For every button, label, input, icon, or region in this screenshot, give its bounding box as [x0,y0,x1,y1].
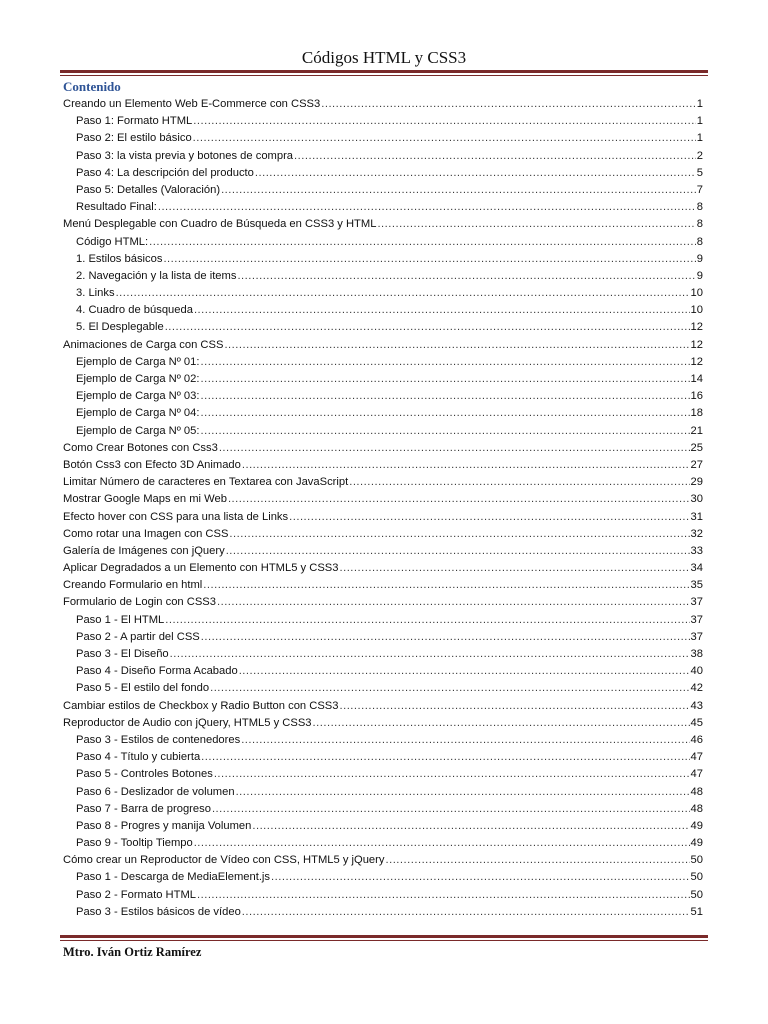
toc-subentry[interactable] [63,663,703,680]
toc-dot-leader [214,766,690,783]
toc-subentry[interactable] [63,285,703,302]
toc-entry[interactable] [63,216,703,233]
toc-entry[interactable] [63,560,703,577]
toc-subentry[interactable] [63,749,703,766]
toc-entry[interactable] [63,474,703,491]
toc-dot-leader [170,646,690,663]
toc-dot-leader [201,749,689,766]
toc-entry[interactable] [63,577,703,594]
toc-entry-title[interactable]: Paso 4 - Título y cubierta [76,751,201,764]
header-divider-thick [60,70,708,73]
toc-subentry[interactable] [63,130,703,147]
toc-page-number[interactable]: 46 [690,733,703,746]
toc-dot-leader [203,577,689,594]
toc-dot-leader [200,388,689,405]
toc-subentry[interactable] [63,234,703,251]
toc-dot-leader [197,887,690,904]
toc-dot-leader [217,594,690,611]
toc-dot-leader [200,423,689,440]
toc-entry-title[interactable]: Ejemplo de Carga Nº 04: [76,407,200,420]
toc-dot-leader [226,543,690,560]
toc-dot-leader [385,852,689,869]
toc-page-number[interactable]: 33 [690,544,703,557]
toc-dot-leader [200,371,689,388]
footer-divider-thick [60,935,708,938]
toc-entry-title[interactable]: Animaciones de Carga con CSS [63,338,224,351]
toc-page-number[interactable]: 37 [690,596,703,609]
toc-page-number[interactable]: 12 [690,355,703,368]
toc-entry-title[interactable]: Ejemplo de Carga Nº 02: [76,373,200,385]
toc-dot-leader [219,440,690,457]
toc-dot-leader [163,251,695,268]
toc-dot-leader [149,234,696,251]
toc-page-number[interactable]: 45 [690,716,703,729]
toc-page-number[interactable]: 51 [690,905,703,918]
toc-entry-title[interactable]: Paso 7 - Barra de progreso [76,802,211,815]
toc-entry[interactable] [63,491,703,508]
toc-subentry[interactable] [63,801,703,818]
toc-page-number[interactable]: 31 [690,510,703,523]
toc-dot-leader [289,509,689,526]
toc-entry-title[interactable]: Cambiar estilos de Checkbox y Radio Button con CSS3 [63,699,339,712]
toc-page-number[interactable]: 14 [690,373,703,385]
toc-dot-leader [294,148,696,165]
table-of-contents [63,96,703,921]
toc-entry-title[interactable]: Resultado Final: [76,201,157,214]
toc-page-number[interactable]: 37 [690,613,703,626]
toc-dot-leader [339,560,689,577]
toc-dot-leader [165,612,689,629]
footer-author: Mtro. Iván Ortiz Ramírez [63,945,202,959]
toc-subentry[interactable] [63,732,703,749]
toc-subentry[interactable] [63,319,703,336]
toc-entry-title[interactable]: 1. Estilos básicos [76,252,163,265]
toc-page-number[interactable]: 38 [690,648,703,660]
toc-entry-title[interactable]: Paso 5 - Controles Botones [76,768,213,781]
footer-divider-thin [60,940,708,941]
toc-entry-title[interactable]: Botón Css3 con Efecto 3D Animado [63,458,241,471]
toc-dot-leader [210,680,689,697]
toc-entry-title[interactable]: Paso 2: El estilo básico [76,132,192,145]
toc-page-number[interactable]: 47 [690,751,703,764]
toc-entry-title[interactable]: Formulario de Login con CSS3 [63,596,216,609]
toc-page-number[interactable]: 27 [690,458,703,471]
toc-dot-leader [229,526,689,543]
toc-page-number[interactable]: 5 [696,166,703,179]
toc-entry-title[interactable]: Paso 3 - Estilos básicos de vídeo [76,905,241,918]
toc-subentry[interactable] [63,904,703,921]
toc-entry[interactable] [63,440,703,457]
toc-subentry[interactable] [63,818,703,835]
toc-entry[interactable] [63,457,703,474]
toc-page-number[interactable]: 49 [690,819,703,832]
toc-dot-leader [201,629,690,646]
toc-subentry[interactable] [63,251,703,268]
toc-subentry[interactable] [63,612,703,629]
toc-entry-title[interactable]: Paso 3 - Estilos de contenedores [76,733,241,746]
toc-subentry[interactable] [63,113,703,130]
toc-dot-leader [200,354,689,371]
toc-dot-leader [339,698,689,715]
header-divider-thin [60,75,708,76]
toc-entry-title[interactable]: 3. Links [76,287,115,300]
toc-entry[interactable] [63,698,703,715]
toc-dot-leader [165,319,690,336]
toc-subentry[interactable] [63,423,703,440]
toc-subentry[interactable] [63,371,703,388]
toc-page-number[interactable]: 50 [690,854,703,867]
footer-divider [60,935,708,942]
toc-entry-title[interactable]: Ejemplo de Carga Nº 05: [76,424,200,437]
toc-dot-leader [252,818,689,835]
toc-entry-title[interactable]: Paso 4: La descripción del producto [76,166,254,179]
toc-entry-title[interactable]: Galería de Imágenes con jQuery [63,544,225,557]
toc-page-number[interactable]: 21 [690,424,703,437]
toc-entry-title[interactable]: Paso 3 - El Diseño [76,648,169,660]
toc-page-number[interactable]: 37 [690,630,703,643]
toc-page-number[interactable]: 8 [696,235,703,248]
toc-page-number[interactable]: 48 [690,802,703,815]
toc-page-number[interactable]: 9 [696,269,703,282]
toc-entry-title[interactable]: Mostrar Google Maps en mi Web [63,493,227,506]
toc-subentry[interactable] [63,887,703,904]
header-divider [60,70,708,77]
toc-entry-title[interactable]: Paso 5: Detalles (Valoración) [76,183,221,196]
toc-page-number[interactable]: 8 [696,201,703,214]
toc-entry[interactable] [63,96,703,113]
toc-page-number[interactable]: 49 [690,837,703,850]
toc-entry-title[interactable]: Ejemplo de Carga Nº 01: [76,355,200,368]
toc-page-number[interactable]: 32 [690,527,703,540]
toc-page-number[interactable]: 30 [690,493,703,506]
toc-dot-leader [116,285,690,302]
toc-page-number[interactable]: 35 [690,579,703,592]
toc-page-number[interactable]: 47 [690,768,703,781]
toc-entry-title[interactable]: Efecto hover con CSS para una lista de Links [63,510,289,523]
toc-page-number[interactable]: 16 [690,390,703,403]
toc-dot-leader [236,784,690,801]
toc-page-number[interactable]: 29 [690,476,703,489]
toc-subentry[interactable] [63,199,703,216]
toc-entry-title[interactable]: Cómo crear un Reproductor de Vídeo con CSS, HTML5 y jQuery [63,854,385,867]
toc-subentry[interactable] [63,784,703,801]
toc-dot-leader [228,491,690,508]
toc-page-number[interactable]: 10 [690,304,703,317]
toc-entry-title[interactable]: Aplicar Degradados a un Elemento con HTML5 y CSS3 [63,562,339,575]
toc-dot-leader [377,216,695,233]
toc-page-number[interactable]: 43 [690,699,703,712]
toc-entry-title[interactable]: Reproductor de Audio con jQuery, HTML5 y CSS3 [63,716,312,729]
toc-page-number[interactable]: 12 [690,338,703,351]
toc-entry-title[interactable]: Paso 1 - Descarga de MediaElement.js [76,871,271,884]
toc-dot-leader [194,302,690,319]
toc-entry[interactable] [63,852,703,869]
toc-entry-title[interactable]: Paso 8 - Progres y manija Volumen [76,819,252,832]
toc-page-number[interactable]: 25 [690,441,703,454]
toc-dot-leader [255,165,696,182]
toc-dot-leader [239,663,690,680]
toc-subentry[interactable] [63,629,703,646]
toc-subentry[interactable] [63,646,703,663]
toc-entry-title[interactable]: Creando un Elemento Web E-Commerce con CSS3 [63,98,321,110]
page-title: Códigos HTML y CSS3 [301,48,467,67]
toc-page-number[interactable]: 50 [690,871,703,884]
toc-page-number[interactable]: 10 [690,287,703,300]
toc-page-number[interactable]: 18 [690,407,703,420]
toc-entry-title[interactable]: Paso 1 - El HTML [76,613,165,626]
toc-dot-leader [237,268,695,285]
toc-subentry[interactable] [63,766,703,783]
toc-entry-title[interactable]: Ejemplo de Carga Nº 03: [76,390,200,403]
toc-entry-title[interactable]: Paso 2 - A partir del CSS [76,630,200,643]
toc-entry-title[interactable]: Paso 3: la vista previa y botones de compra [76,149,294,162]
toc-entry-title[interactable]: Creando Formulario en html [63,579,203,592]
toc-subentry[interactable] [63,835,703,852]
toc-entry-title[interactable]: Paso 2 - Formato HTML [76,888,196,901]
toc-heading: Contenido [63,79,121,94]
toc-dot-leader [313,715,690,732]
toc-entry-title[interactable]: Como rotar una Imagen con CSS [63,527,229,540]
toc-page-number[interactable]: 8 [696,218,703,231]
toc-dot-leader [321,96,696,113]
toc-subentry[interactable] [63,680,703,697]
toc-dot-leader [200,405,689,422]
toc-subentry[interactable] [63,405,703,422]
toc-entry-title[interactable]: Paso 1: Formato HTML [76,115,193,128]
toc-subentry[interactable] [63,182,703,199]
toc-entry-title[interactable]: 4. Cuadro de búsqueda [76,304,193,317]
toc-page-number[interactable]: 1 [696,98,703,110]
toc-subentry[interactable] [63,148,703,165]
toc-dot-leader [241,732,689,749]
toc-entry-title[interactable]: Paso 6 - Deslizador de volumen [76,785,235,798]
toc-page-number[interactable]: 12 [690,321,703,334]
toc-entry[interactable] [63,509,703,526]
toc-subentry[interactable] [63,388,703,405]
toc-subentry[interactable] [63,354,703,371]
toc-page-number[interactable]: 50 [690,888,703,901]
toc-subentry[interactable] [63,302,703,319]
toc-dot-leader [224,337,689,354]
toc-entry-title[interactable]: Paso 4 - Diseño Forma Acabado [76,665,238,678]
toc-dot-leader [242,457,690,474]
toc-page-number[interactable]: 48 [690,785,703,798]
toc-entry-title[interactable]: Como Crear Botones con Css3 [63,441,218,454]
toc-subentry[interactable] [63,165,703,182]
toc-page-number[interactable]: 42 [690,682,703,695]
toc-entry-title[interactable]: 5. El Desplegable [76,321,164,334]
toc-entry-title[interactable]: Paso 5 - El estilo del fondo [76,682,210,695]
toc-dot-leader [221,182,696,199]
toc-page-number[interactable]: 34 [690,562,703,575]
toc-entry[interactable] [63,543,703,560]
toc-entry-title[interactable]: 2. Navegación y la lista de items [76,269,237,282]
toc-page-number[interactable]: 1 [696,132,703,145]
toc-entry[interactable] [63,526,703,543]
toc-page-number[interactable]: 2 [696,149,703,162]
toc-entry[interactable] [63,715,703,732]
toc-page-number[interactable]: 9 [696,252,703,265]
toc-dot-leader [158,199,696,216]
toc-dot-leader [349,474,689,491]
toc-page-number[interactable]: 7 [696,183,703,196]
toc-dot-leader [212,801,690,818]
toc-entry-title[interactable]: Limitar Número de caracteres en Textarea con JavaScript [63,476,349,489]
toc-entry-title[interactable]: Menú Desplegable con Cuadro de Búsqueda en CSS3 y HTML [63,218,377,231]
toc-dot-leader [242,904,690,921]
toc-dot-leader [193,130,696,147]
toc-dot-leader [193,113,696,130]
toc-page-number[interactable]: 40 [690,665,703,678]
toc-entry[interactable] [63,594,703,611]
toc-subentry[interactable] [63,869,703,886]
toc-entry-title[interactable]: Paso 9 - Tooltip Tiempo [76,837,193,850]
toc-dot-leader [194,835,690,852]
toc-entry[interactable] [63,337,703,354]
toc-dot-leader [271,869,690,886]
toc-subentry[interactable] [63,268,703,285]
toc-page-number[interactable]: 1 [696,115,703,128]
toc-entry-title[interactable]: Código HTML: [76,235,149,248]
